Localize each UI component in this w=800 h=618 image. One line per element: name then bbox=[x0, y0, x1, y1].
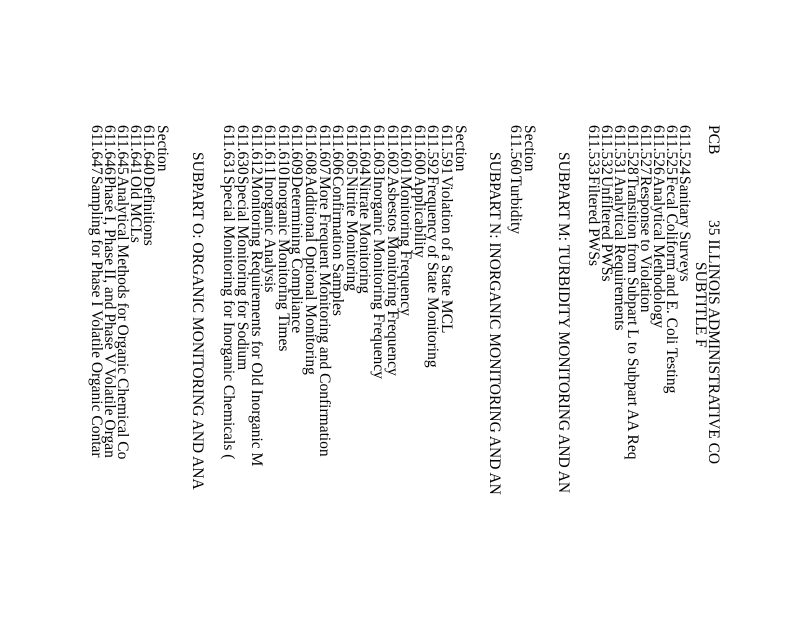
header-left: PCB bbox=[705, 125, 722, 155]
subpart-o-section-label: Section bbox=[154, 125, 171, 172]
section-number: 611.610 bbox=[274, 125, 292, 175]
section-number: 611.641 bbox=[127, 125, 144, 175]
section-title: Filtered PWSs bbox=[585, 176, 602, 266]
subpart-o-title: SUBPART O: ORGANIC MONITORING AND ANA bbox=[189, 152, 206, 490]
section-number: 611.560 bbox=[507, 125, 524, 175]
section-number: 611.524 bbox=[676, 125, 693, 175]
section-number: 611.611 bbox=[261, 125, 279, 175]
section-number: 611.600 bbox=[410, 125, 428, 175]
section-number: 611.640 bbox=[140, 125, 157, 175]
section-title: Violation of a State MCL bbox=[438, 176, 455, 334]
subpart-n-title: SUBPART N: INORGANIC MONITORING AND AN bbox=[486, 152, 503, 495]
section-title: Turbidity bbox=[507, 176, 524, 235]
section-number: 611.526 bbox=[650, 125, 667, 175]
section-title: Confirmation Samples bbox=[329, 176, 347, 316]
section-title: Response to Violation bbox=[637, 176, 654, 313]
section-title: Special Monitoring for Sodium bbox=[234, 176, 251, 371]
header-right: 35 ILLINOIS ADMINISTRATIVE CO bbox=[705, 220, 722, 465]
section-title: Analytical Methods for Organic Chemical Co bbox=[114, 176, 131, 460]
section-title: Transition from Subpart L to Subpart AA Req bbox=[624, 176, 641, 460]
section-title: Analytical Requirements bbox=[611, 176, 628, 331]
section-number: 611.631 bbox=[220, 125, 238, 175]
section-title: Old MCLs bbox=[127, 176, 144, 243]
section-title: Frequency of State Monitoring bbox=[424, 176, 442, 368]
section-title: Additional Optional Monitoring bbox=[302, 176, 319, 375]
section-title: Monitoring Requirements for Old Inorganic M bbox=[247, 176, 265, 467]
section-title: More Frequent Monitoring and Confirmation bbox=[315, 176, 333, 457]
section-title: Sanitary Surveys bbox=[676, 176, 693, 282]
section-number: 611.609 bbox=[288, 125, 306, 175]
section-number: 611.630 bbox=[234, 125, 251, 175]
section-number: 611.528 bbox=[624, 125, 641, 175]
section-number: 611.531 bbox=[611, 125, 628, 175]
section-number: 611.647 bbox=[88, 125, 105, 175]
header-subtitle: SUBTITLE F bbox=[692, 262, 709, 348]
section-number: 611.592 bbox=[424, 125, 442, 175]
section-number: 611.607 bbox=[315, 125, 333, 175]
section-title: Determining Compliance bbox=[288, 176, 306, 334]
section-title: Applicability bbox=[410, 176, 428, 258]
section-number: 611.532 bbox=[598, 125, 615, 175]
section-title: Fecal Coliform and E. Coli Testing bbox=[663, 176, 680, 394]
section-number: 611.646 bbox=[101, 125, 118, 175]
section-title: Analytical Methodology bbox=[650, 176, 667, 328]
section-title: Monitoring Frequency bbox=[397, 176, 415, 316]
section-number: 611.603 bbox=[370, 125, 387, 175]
section-number: 611.591 bbox=[438, 125, 455, 175]
section-number: 611.608 bbox=[302, 125, 319, 175]
section-title: Inorganic Analysis bbox=[261, 176, 279, 293]
section-title: Inorganic Monitoring Times bbox=[274, 176, 292, 352]
section-number: 611.605 bbox=[342, 125, 360, 175]
subpart-m-title: SUBPART M: TURBIDITY MONITORING AND AN bbox=[555, 152, 572, 494]
section-title: Nitrate Monitoring bbox=[356, 176, 374, 294]
section-number: 611.612 bbox=[247, 125, 265, 175]
section-title: Asbestos Monitoring Frequency bbox=[383, 176, 401, 376]
section-number: 611.602 bbox=[383, 125, 401, 175]
subpart-m-section-label: Section bbox=[521, 125, 538, 172]
section-number: 611.525 bbox=[663, 125, 680, 175]
section-number: 611.604 bbox=[356, 125, 374, 175]
section-title: Inorganic Monitoring Frequency bbox=[370, 176, 387, 379]
section-number: 611.533 bbox=[585, 125, 602, 175]
section-title: Phase I, Phase II, and Phase V Volatile Organ bbox=[101, 176, 118, 458]
section-title: Nitrite Monitoring bbox=[342, 176, 360, 291]
section-title: Unfiltered PWSs bbox=[598, 176, 615, 282]
section-title: Sampling for Phase I Volatile Organic Contar bbox=[88, 176, 105, 458]
section-number: 611.601 bbox=[397, 125, 415, 175]
section-number: 611.606 bbox=[329, 125, 347, 175]
section-number: 611.645 bbox=[114, 125, 131, 175]
section-title: Special Monitoring for Inorganic Chemicals ( bbox=[220, 176, 238, 460]
subpart-n-section-label: Section bbox=[452, 125, 469, 172]
section-title: Definitions bbox=[140, 176, 157, 246]
section-number: 611.527 bbox=[637, 125, 654, 175]
